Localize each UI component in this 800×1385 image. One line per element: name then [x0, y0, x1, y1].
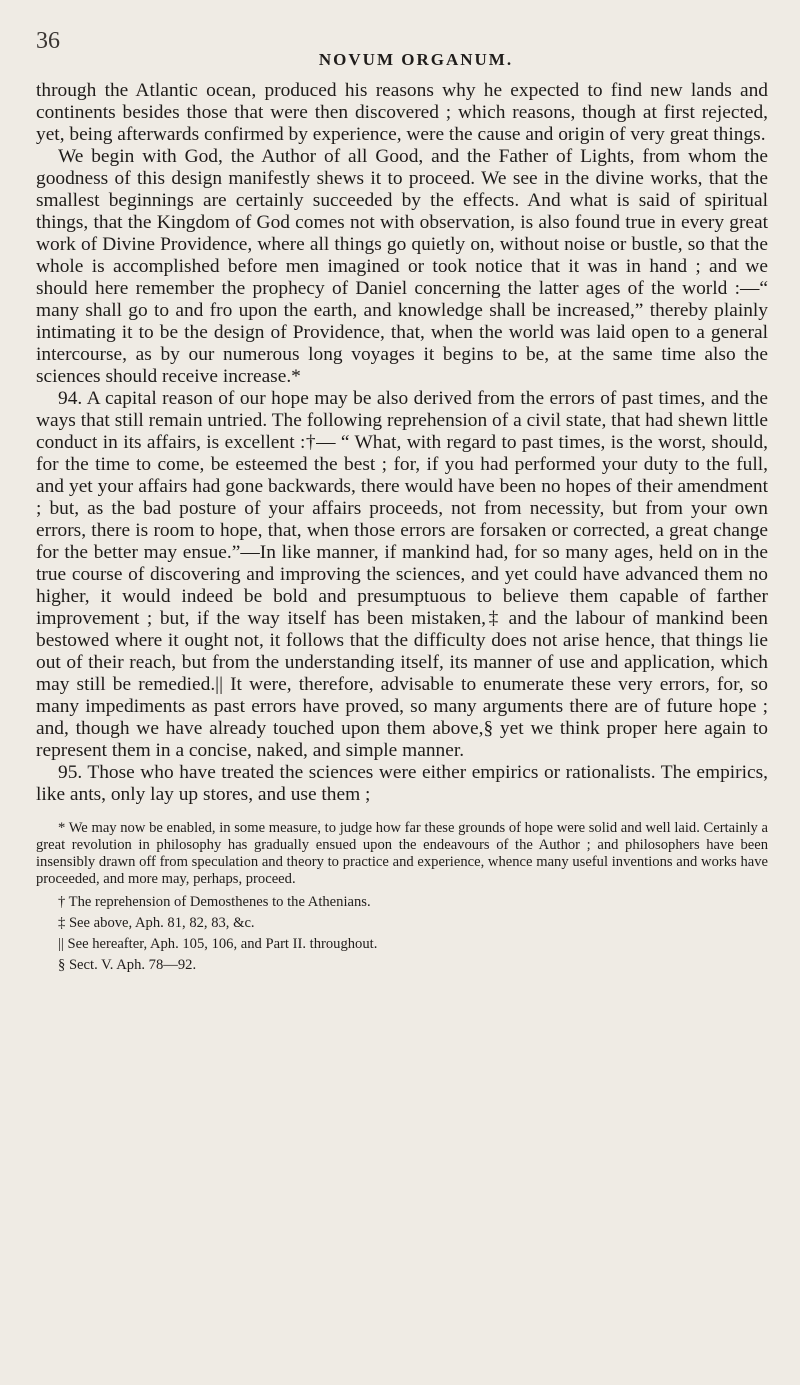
page-number: 36 [36, 28, 60, 54]
footnote-double-dagger: ‡ See above, Aph. 81, 82, 83, &c. [58, 915, 255, 931]
footnote-section: § Sect. V. Aph. 78—92. [58, 957, 197, 973]
book-page [36, 28, 768, 978]
footnotes [36, 820, 768, 974]
main-text [36, 80, 768, 806]
page-header [36, 28, 768, 80]
footnote-parallel: || See hereafter, Aph. 105, 106, and Part II. throughout. [58, 936, 378, 952]
paragraph-aphorism-94: 94. A capital reason of our hope may be also derived from the errors of past times, and the ways that still remain untried. The following reprehension of a civil state, that had shewn little conduct in its affairs, is excellent :†— “ What, with regard to past times, is the worst, should, for the time to come, be esteemed the best ; for, if you had performed your duty to the full, and yet your affairs had gone backwards, there would have been no hopes of their amendment ; but, as the bad posture of your affairs proceeds, not from necessity, but from your own errors, there is room to hope, that, when those errors are forsaken or corrected, a great change for the better may ensue.”—In like manner, if mankind had, for so many ages, held on in the true course of discovering and improving the sciences, and yet could have advanced them no higher, it would indeed be bold and presumptuous to believe them capable of farther improvement ; but, if the way itself has been mistaken,‡ and the labour of mankind been bestowed where it ought not, it follows that the difficulty does not arise hence, that things lie out of their reach, but from the understanding itself, its manner of use and application, which may still be remedied.|| It were, therefore, advisable to enumerate these very errors, for, so many impediments as past errors have proved, so many arguments there are of future hope ; and, though we have already touched upon them above,§ yet we think proper here again to represent them in a concise, naked, and simple manner. [36, 388, 768, 761]
footnote-dagger: † The reprehension of Demosthenes to the Athenians. [58, 894, 371, 910]
paragraph-aphorism-95: 95. Those who have treated the sciences were either empirics or rationalists. The empirics, like ants, only lay up stores, and use them ; [36, 762, 768, 805]
paragraph-continuation: through the Atlantic ocean, produced his reasons why he expected to find new lands and continents besides those that were then discovered ; which reasons, though at first rejected, yet, being afterwards confirmed by experience, were the cause and origin of very great things. [36, 80, 768, 145]
paragraph-providence: We begin with God, the Author of all Good, and the Father of Lights, from whom the goodness of this design manifestly shews it to proceed. We see in the divine works, that the smallest beginnings are certainly succeeded by the effects. And what is said of spiritual things, that the Kingdom of God comes not with observation, is also found true in every great work of Divine Providence, where all things go quietly on, without noise or bustle, so that the whole is accomplished before men imagined or took notice that it was in hand ; and we should here remember the prophecy of Daniel concerning the latter ages of the world :—“ many shall go to and fro upon the earth, and knowledge shall be increased,” thereby plainly intimating it to be the design of Providence, that, when the world was laid open to a general intercourse, as by our numerous long voyages it begins to be, at the same time also the sciences should receive increase.* [36, 146, 768, 387]
footnote-asterisk: * We may now be enabled, in some measure, to judge how far these grounds of hope were solid and well laid. Certainly a great revolution in philosophy has gradually ensued upon the endeavours of the Author ; and philosophers have been insensibly drawn off from speculation and theory to practice and experience, whence many useful inventions and works have proceeded, and more may, perhaps, proceed. [36, 820, 768, 887]
running-title: NOVUM ORGANUM. [318, 50, 514, 69]
